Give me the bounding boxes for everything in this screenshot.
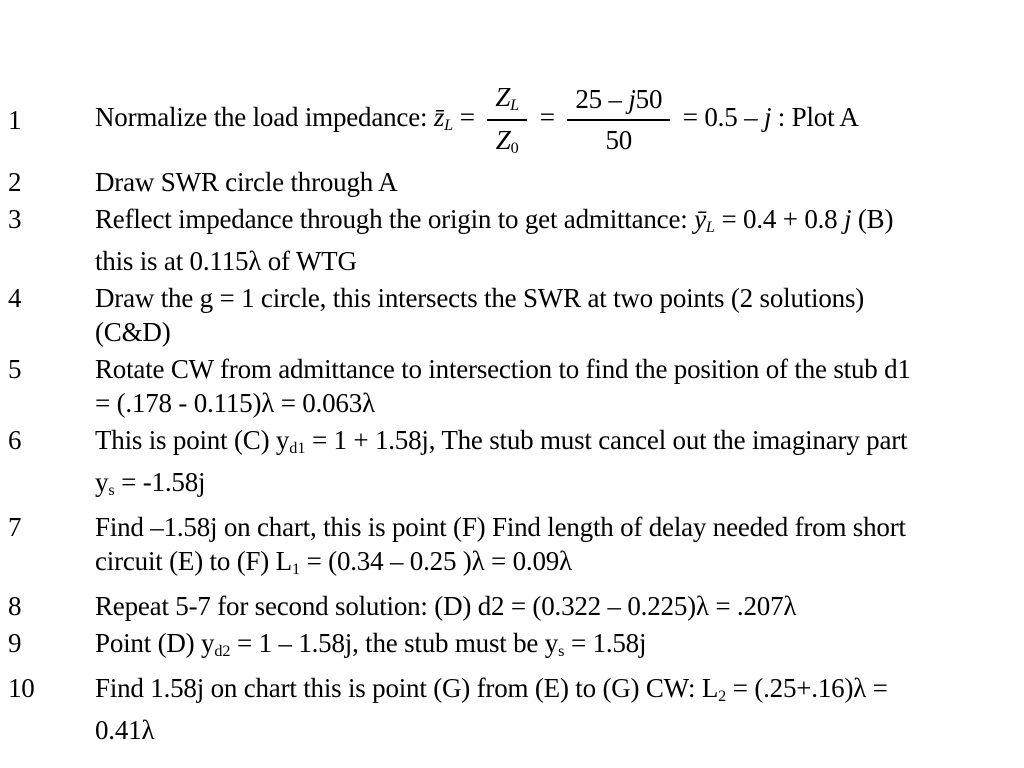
text-segment: 1 <box>291 560 301 579</box>
step-number: 10 <box>8 673 35 704</box>
step-text-line <box>95 589 1014 623</box>
step-row <box>8 423 1014 507</box>
step-number: 9 <box>8 628 22 659</box>
step-text-line <box>95 423 1014 465</box>
step-number: 1 <box>8 105 22 135</box>
text-segment: 2 <box>718 687 727 706</box>
step-text-line <box>95 544 1014 586</box>
text-segment: j <box>628 83 636 114</box>
text-segment: = 1 – 1.58j, the stub must be y <box>230 628 559 659</box>
text-segment: d2 <box>214 642 231 661</box>
text-segment: 25 – <box>575 83 629 114</box>
step-row <box>8 352 1014 420</box>
step-text <box>95 589 1014 623</box>
step-number: 3 <box>8 204 22 234</box>
text-segment: Point (D) y <box>95 628 215 659</box>
step-text <box>95 165 1014 199</box>
step-number: 6 <box>8 425 22 456</box>
step-text-line <box>95 281 1014 315</box>
step-text <box>95 202 1014 278</box>
text-segment: Z <box>495 82 511 113</box>
text-segment: d1 <box>289 439 306 458</box>
text-segment: circuit (E) to (F) L <box>95 546 292 577</box>
step-text-line <box>95 713 1014 747</box>
text-segment: = 1 + 1.58j, The stub must cancel out the imaginary part <box>305 425 908 456</box>
text-segment: L <box>444 116 454 135</box>
text-segment: Rotate CW from admittance to intersection to find the position of the stub d1 <box>95 354 911 385</box>
text-segment: 50 <box>605 125 633 155</box>
text-segment: 0.41λ <box>95 715 155 746</box>
step-text-line <box>95 165 1014 199</box>
text-segment: = <box>533 102 562 133</box>
text-segment: this is at 0.115λ of WTG <box>95 246 357 277</box>
step-number: 5 <box>8 354 22 385</box>
step-text-line <box>95 386 1014 420</box>
text-segment: = 0.4 + 0.8 <box>714 204 845 234</box>
fraction-denominator <box>567 121 670 156</box>
fraction-denominator <box>487 121 527 158</box>
text-segment: Draw the g = 1 circle, this intersects the SWR at two points (2 solutions) <box>95 283 865 314</box>
step-text-line <box>95 315 1014 349</box>
step-row <box>8 671 1014 747</box>
step-text-line <box>95 465 1014 507</box>
step-row <box>8 281 1014 349</box>
fraction-numerator <box>487 82 527 121</box>
step-text-line <box>95 671 1014 713</box>
text-segment: s <box>108 481 115 500</box>
text-segment: = 1.58j <box>564 628 647 659</box>
step-number: 8 <box>8 591 22 622</box>
text-segment: Find –1.58j on chart, this is point (F) Find length of delay needed from short <box>95 512 906 543</box>
text-segment: L <box>705 218 715 237</box>
text-segment: Draw SWR circle through A <box>95 167 398 197</box>
text-segment: : Plot A <box>771 102 859 133</box>
step-row <box>8 78 1014 162</box>
step-row <box>8 165 1014 199</box>
step-row <box>8 510 1014 586</box>
step-text-line <box>95 202 1014 244</box>
text-segment: ȳ <box>694 204 706 234</box>
text-segment: Reflect impedance through the origin to get admittance: <box>95 204 695 234</box>
fraction-numerator <box>567 84 670 121</box>
text-segment: s <box>558 642 565 661</box>
step-text <box>95 510 1014 586</box>
step-text-line <box>95 82 1014 157</box>
text-segment: y <box>95 467 109 498</box>
step-number: 4 <box>8 283 22 314</box>
text-segment: = (0.34 – 0.25 )λ = 0.09λ <box>300 546 572 577</box>
fraction <box>487 82 527 157</box>
text-segment: This is point (C) y <box>95 425 290 456</box>
step-text <box>95 626 1014 668</box>
text-segment: Normalize the load impedance: <box>95 102 434 133</box>
step-text <box>95 671 1014 747</box>
step-text-line <box>95 352 1014 386</box>
fraction <box>567 84 670 156</box>
text-segment: = <box>453 102 482 133</box>
text-segment: = (.178 - 0.115)λ = 0.063λ <box>95 388 375 419</box>
text-segment: (C&D) <box>95 317 171 348</box>
step-text <box>95 352 1014 420</box>
step-text-line <box>95 510 1014 544</box>
text-segment: j <box>844 204 852 234</box>
step-text <box>95 423 1014 507</box>
text-segment: z̄ <box>433 102 445 133</box>
step-text-line <box>95 626 1014 668</box>
step-number: 2 <box>8 167 22 197</box>
step-row <box>8 202 1014 278</box>
text-segment: (B) <box>851 204 894 234</box>
text-segment: Z <box>495 125 511 155</box>
text-segment: Repeat 5-7 for second solution: (D) d2 = (0.322 – 0.225)λ = .207λ <box>95 591 797 622</box>
text-segment: = -1.58j <box>114 467 206 498</box>
step-text-line <box>95 244 1014 278</box>
text-segment: Find 1.58j on chart this is point (G) from (E) to (G) CW: L <box>95 673 719 704</box>
step-row <box>8 589 1014 623</box>
text-segment: = 0.5 – <box>676 102 764 133</box>
text-segment: 0 <box>510 139 519 158</box>
text-segment: 50 <box>635 83 663 114</box>
text-segment: j <box>763 102 772 133</box>
text-segment: L <box>510 96 520 115</box>
step-text <box>95 82 1014 157</box>
text-segment: = (.25+.16)λ = <box>726 673 888 704</box>
steps-list <box>8 78 1014 747</box>
step-text <box>95 281 1014 349</box>
step-row <box>8 626 1014 668</box>
step-number: 7 <box>8 512 22 543</box>
